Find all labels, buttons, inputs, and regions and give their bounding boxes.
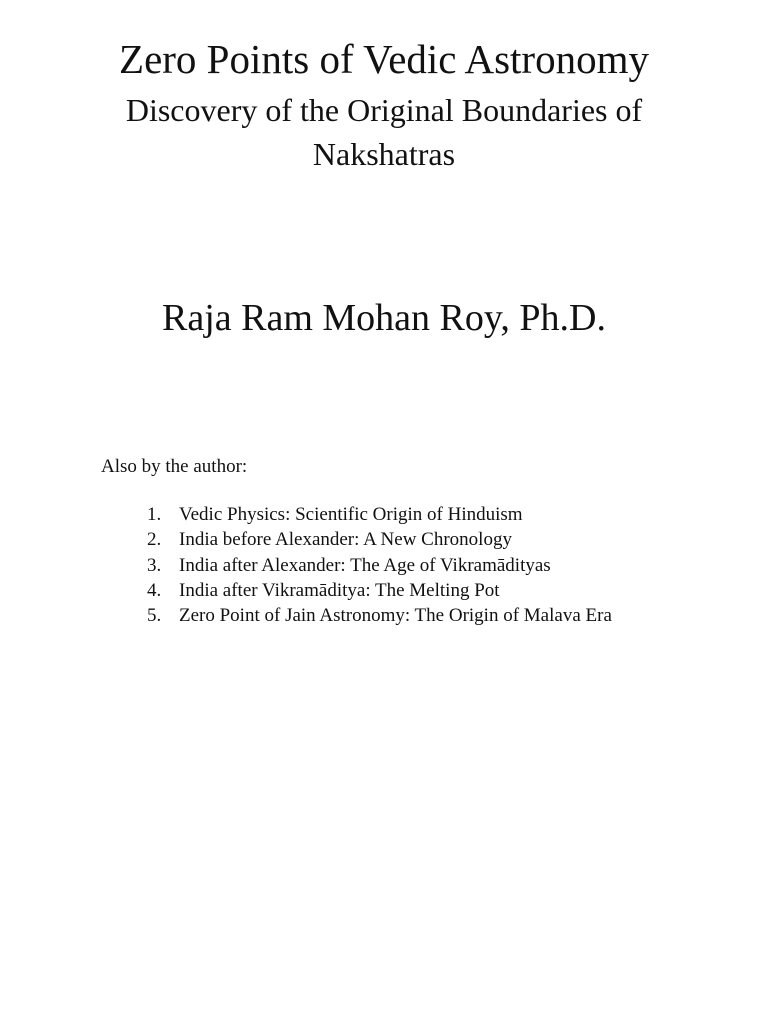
list-item: [147, 527, 747, 552]
other-books-list: [147, 502, 747, 628]
book-title: Zero Points of Vedic Astronomy: [119, 36, 649, 82]
list-item-number: 3.: [147, 554, 162, 576]
list-item: [147, 603, 747, 628]
list-item-number: 2.: [147, 529, 162, 551]
list-item-title: India after Vikramāditya: The Melting Pot: [179, 579, 500, 601]
list-item-title: India before Alexander: A New Chronology: [179, 529, 512, 551]
list-item: [147, 553, 747, 578]
author-name: Raja Ram Mohan Roy, Ph.D.: [161, 297, 606, 339]
book-subtitle: Discovery of the Original Boundaries of Nakshatras: [125, 92, 643, 172]
list-item-number: 5.: [147, 605, 162, 627]
list-item-number: 1.: [147, 504, 162, 525]
list-item-title: India after Alexander: The Age of Vikramādityas: [179, 554, 551, 576]
list-item: [147, 502, 747, 527]
also-by-author-label: Also by the author:: [101, 456, 248, 477]
list-item: [147, 578, 747, 603]
list-item-number: 4.: [147, 579, 162, 601]
list-item-title: Zero Point of Jain Astronomy: The Origin of Malava Era: [179, 605, 612, 627]
list-item-title: Vedic Physics: Scientific Origin of Hinduism: [179, 504, 523, 525]
